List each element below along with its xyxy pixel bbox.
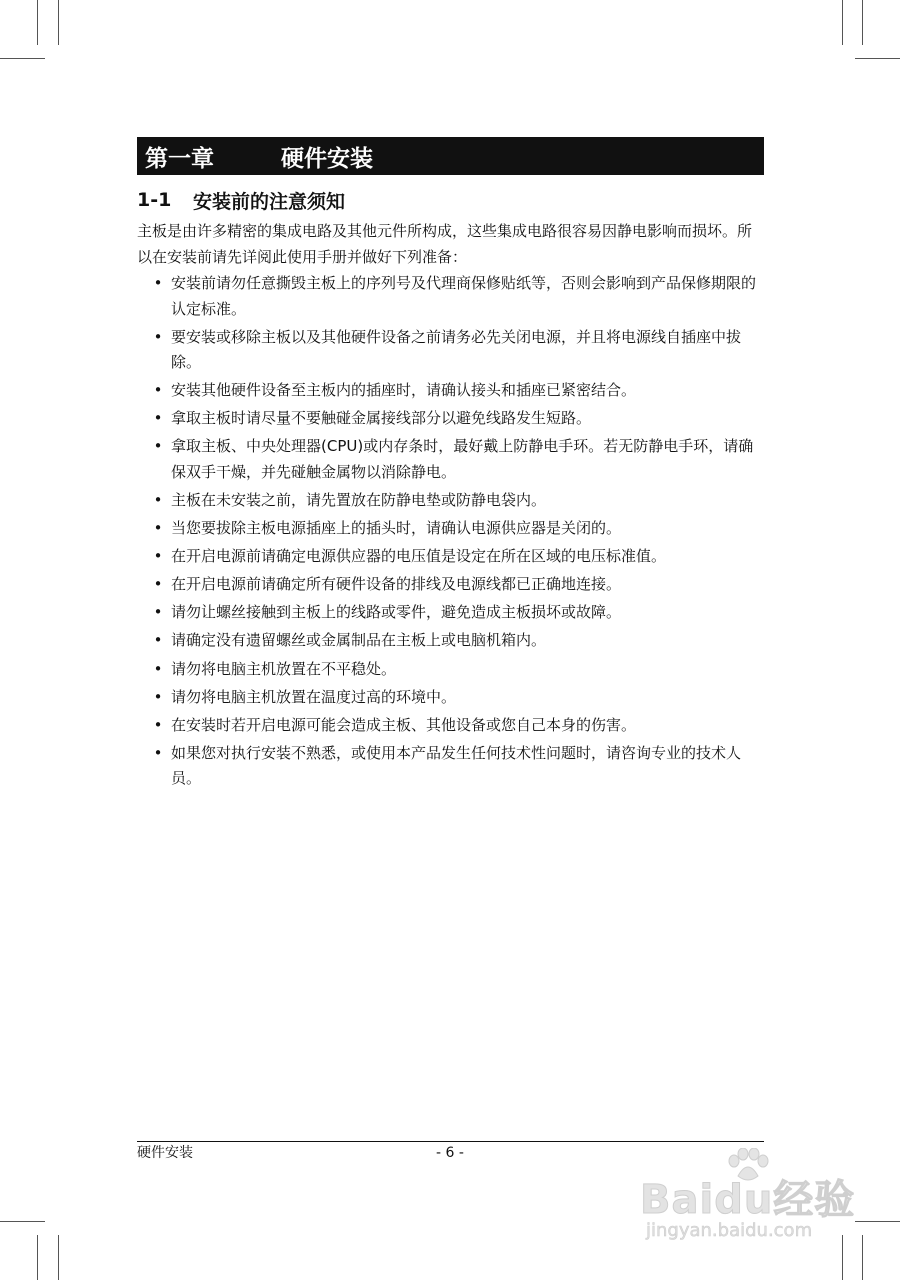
bullet-symbol: • <box>153 381 163 400</box>
list-item-text: 主板在未安装之前，请先置放在防静电垫或防静电袋内。 <box>171 490 547 509</box>
bullet-symbol: • <box>153 659 163 678</box>
list-item <box>137 741 764 792</box>
list-item <box>137 378 764 404</box>
crop-mark <box>862 1235 863 1280</box>
crop-mark <box>0 1221 45 1222</box>
list-item-text: 请勿将电脑主机放置在不平稳处。 <box>171 659 397 678</box>
precaution-list <box>137 271 764 794</box>
watermark <box>640 1148 860 1248</box>
list-item-text: 在安装时若开启电源可能会造成主板、其他设备或您自己本身的伤害。 <box>171 715 637 734</box>
list-item-text: 要安装或移除主板以及其他硬件设备之前请务必先关闭电源，并且将电源线自插座中拔除。 <box>171 327 742 372</box>
list-item-text: 在开启电源前请确定电源供应器的电压值是设定在所在区域的电压标准值。 <box>171 547 667 566</box>
footer-section-name: 硬件安装 <box>137 1145 193 1161</box>
list-item <box>137 628 764 654</box>
bullet-symbol: • <box>153 490 163 509</box>
crop-mark <box>855 58 900 59</box>
intro-paragraph: 主板是由许多精密的集成电路及其他元件所构成，这些集成电路很容易因静电影响而损坏。所以在安装前请先详阅此使用手册并做好下列准备： <box>137 222 753 266</box>
list-item-text: 请确定没有遗留螺丝或金属制品在主板上或电脑机箱内。 <box>171 631 547 650</box>
list-item <box>137 685 764 711</box>
section-heading <box>137 186 345 214</box>
bullet-symbol: • <box>153 437 163 456</box>
crop-mark <box>0 58 45 59</box>
bullet-symbol: • <box>153 409 163 428</box>
list-item-text: 拿取主板时请尽量不要触碰金属接线部分以避免线路发生短路。 <box>171 409 592 428</box>
crop-mark <box>862 0 863 45</box>
bullet-symbol: • <box>153 743 163 762</box>
bullet-symbol: • <box>153 547 163 566</box>
list-item <box>137 572 764 598</box>
section-number: 1-1 <box>137 189 172 211</box>
bullet-symbol: • <box>153 274 163 292</box>
list-item <box>137 406 764 432</box>
list-item-text: 拿取主板、中央处理器(CPU)或内存条时，最好戴上防静电手环。若无防静电手环，请确保双手干燥，并先碰触金属物以消除静电。 <box>171 437 754 481</box>
list-item <box>137 600 764 626</box>
list-item <box>137 657 764 683</box>
bullet-symbol: • <box>153 631 163 650</box>
chapter-title: 硬件安装 <box>281 145 373 172</box>
list-item-text: 安装前请勿任意撕毁主板上的序列号及代理商保修贴纸等，否则会影响到产品保修期限的认定标准。 <box>171 274 757 318</box>
list-item-text: 在开启电源前请确定所有硬件设备的排线及电源线都已正确地连接。 <box>171 575 622 594</box>
chapter-header <box>137 137 764 175</box>
footer-rule <box>137 1141 764 1142</box>
list-item <box>137 516 764 542</box>
crop-mark <box>842 0 843 45</box>
watermark-url: jingyan.baidu.com <box>646 1220 813 1241</box>
list-item-text: 如果您对执行安装不熟悉，或使用本产品发生任何技术性问题时，请咨询专业的技术人员。 <box>171 743 742 788</box>
list-item <box>137 271 764 322</box>
section-title: 安装前的注意须知 <box>193 190 346 213</box>
list-item-text: 安装其他硬件设备至主板内的插座时，请确认接头和插座已紧密结合。 <box>171 381 637 400</box>
list-item-text: 请勿让螺丝接触到主板上的线路或零件，避免造成主板损坏或故障。 <box>171 603 622 622</box>
crop-mark <box>58 0 59 45</box>
bullet-symbol: • <box>153 603 163 622</box>
bullet-symbol: • <box>153 715 163 734</box>
crop-mark <box>58 1235 59 1280</box>
list-item-text: 请勿将电脑主机放置在温度过高的环境中。 <box>171 687 457 706</box>
bullet-symbol: • <box>153 327 163 346</box>
list-item <box>137 325 764 376</box>
bullet-symbol: • <box>153 687 163 706</box>
crop-mark <box>37 0 38 45</box>
crop-mark <box>37 1235 38 1280</box>
chapter-number: 第一章 <box>145 145 214 172</box>
list-item <box>137 488 764 514</box>
list-item <box>137 434 764 485</box>
list-item <box>137 544 764 570</box>
page-number: - 6 - <box>436 1145 464 1161</box>
bullet-symbol: • <box>153 519 163 538</box>
bullet-symbol: • <box>153 575 163 594</box>
crop-mark <box>855 1221 900 1222</box>
list-item <box>137 713 764 739</box>
watermark-logo: Baidu经验 <box>640 1177 856 1223</box>
list-item-text: 当您要拔除主板电源插座上的插头时，请确认电源供应器是关闭的。 <box>171 519 622 538</box>
